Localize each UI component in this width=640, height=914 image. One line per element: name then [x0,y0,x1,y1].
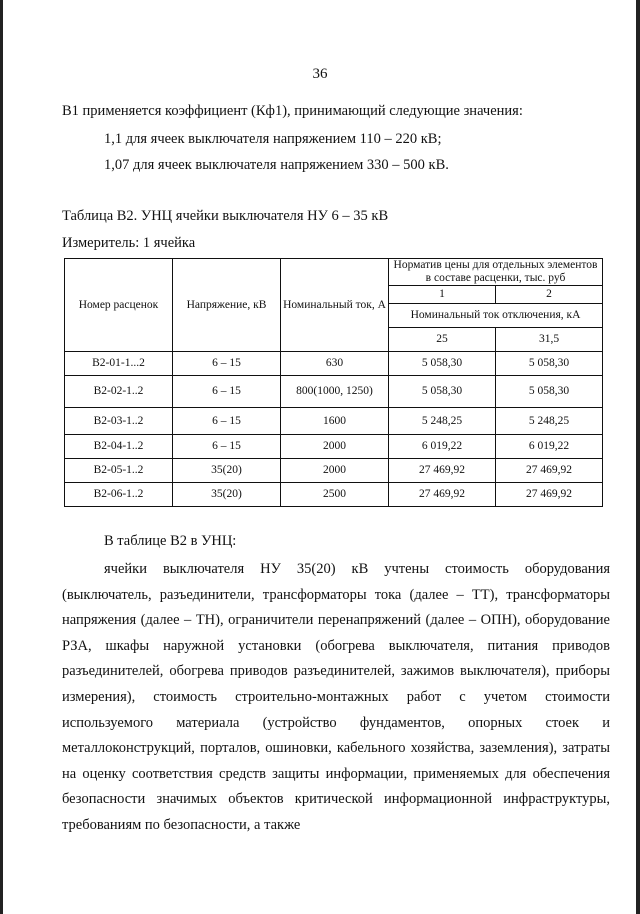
cell-value-1: 27 469,92 [389,459,496,483]
header-ka-2: 31,5 [496,328,603,352]
cell-current: 2500 [281,483,389,507]
table-row [65,408,603,435]
cell-voltage: 35(20) [173,459,281,483]
cell-value-1: 5 058,30 [389,352,496,376]
header-code: Номер расценок [65,259,173,352]
cell-current: 1600 [281,408,389,435]
table-row [65,459,603,483]
header-current: Номинальный ток, А [281,259,389,352]
header-breaking-current: Номинальный ток отключения, кА [389,304,603,328]
table-caption: Таблица В2. УНЦ ячейки выключателя НУ 6 – 35 кВ [62,208,389,224]
table-row [65,352,603,376]
body-paragraph-text: ячейки выключателя НУ 35(20) кВ учтены стоимость оборудования (выключатель, разъединители, трансформаторы тока (далее – ТТ), трансформаторы напряжения (далее – ТН), ограничители перенапряжений (далее – ОПН), оборудование РЗА, шкафы наружной установки (обогрева выключателя, питания приводов разъединителей, обогрева приводов разъединителей, зажимов выключателя), приборы измерения), стоимость строительно-монтажных работ с учетом стоимости используемого материала (устройство фундаментов, опорных стоек и металлоконструкций, порталов, ошиновки, кабельного хозяйства, заземления), затраты на оценку соответствия средств защиты информации, применяемых для обеспечения безопасности значимых объектов критической информационной инфраструктуры, требованиям по безопасности, а также [62,561,610,833]
cell-current: 2000 [281,459,389,483]
cell-value-2: 5 058,30 [496,376,603,408]
price-table [64,258,603,507]
cell-voltage: 6 – 15 [173,435,281,459]
cell-value-1: 5 058,30 [389,376,496,408]
cell-code: В2-06-1..2 [65,483,173,507]
cell-value-1: 6 019,22 [389,435,496,459]
intro-line-1: В1 применяется коэффициент (Кф1), принимающий следующие значения: [62,103,523,119]
body-paragraph [62,557,610,839]
cell-code: В2-02-1..2 [65,376,173,408]
scan-edge-right [636,0,640,914]
header-col-2: 2 [496,286,603,304]
section-heading: В таблице В2 в УНЦ: [104,533,237,549]
header-col-1: 1 [389,286,496,304]
cell-voltage: 6 – 15 [173,376,281,408]
intro-line-2: 1,1 для ячеек выключателя напряжением 110 – 220 кВ; [104,131,442,147]
table-row [65,483,603,507]
intro-line-3: 1,07 для ячеек выключателя напряжением 330 – 500 кВ. [104,157,449,173]
cell-value-2: 27 469,92 [496,459,603,483]
header-norm: Норматив цены для отдельных элементов в составе расценки, тыс. руб [389,259,603,286]
cell-value-2: 5 248,25 [496,408,603,435]
cell-current: 800(1000, 1250) [281,376,389,408]
measure-unit: Измеритель: 1 ячейка [62,235,196,251]
header-ka-1: 25 [389,328,496,352]
cell-code: В2-03-1..2 [65,408,173,435]
table-row [65,376,603,408]
scan-edge-left [0,0,3,914]
cell-code: В2-05-1..2 [65,459,173,483]
header-voltage: Напряжение, кВ [173,259,281,352]
cell-code: В2-04-1..2 [65,435,173,459]
cell-current: 630 [281,352,389,376]
table-row [65,435,603,459]
cell-value-1: 5 248,25 [389,408,496,435]
cell-current: 2000 [281,435,389,459]
cell-voltage: 6 – 15 [173,408,281,435]
cell-voltage: 35(20) [173,483,281,507]
cell-value-2: 27 469,92 [496,483,603,507]
cell-code: В2-01-1...2 [65,352,173,376]
cell-voltage: 6 – 15 [173,352,281,376]
cell-value-2: 5 058,30 [496,352,603,376]
page-number: 36 [312,66,328,82]
cell-value-2: 6 019,22 [496,435,603,459]
cell-value-1: 27 469,92 [389,483,496,507]
